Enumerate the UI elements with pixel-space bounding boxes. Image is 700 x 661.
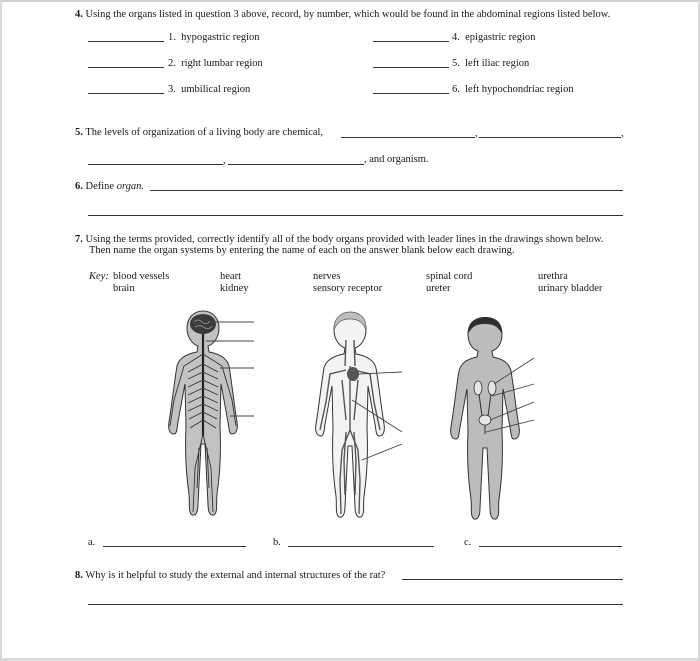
brain xyxy=(190,314,216,334)
q4-region-4 xyxy=(452,32,535,44)
q5-comma-2: , xyxy=(621,128,624,139)
q5-comma-1: , xyxy=(475,128,478,139)
circulatory-system-figure xyxy=(300,310,410,524)
q5-blank-1[interactable] xyxy=(341,137,475,138)
q4-blank-5[interactable] xyxy=(373,67,449,68)
q7-prompt-line-2: Then name the organ systems by entering the name of each on the answer blank below each drawing. xyxy=(89,245,515,256)
q4-region-2 xyxy=(168,58,263,70)
q4-blank-3[interactable] xyxy=(88,93,164,94)
q6-blank-1[interactable] xyxy=(150,190,623,191)
answer-label-b: b. xyxy=(273,537,281,548)
key-term: kidney xyxy=(220,283,249,294)
leader-line xyxy=(362,444,402,460)
key-term: urethra xyxy=(538,271,568,282)
q8-prompt xyxy=(75,570,385,582)
q5-prompt xyxy=(75,127,323,139)
urinary-bladder xyxy=(479,415,491,425)
region-number: 4. xyxy=(452,32,460,43)
q4-blank-2[interactable] xyxy=(88,67,164,68)
q4-region-1 xyxy=(168,32,260,44)
q8-blank-2[interactable] xyxy=(88,604,623,605)
q4-region-5 xyxy=(452,58,529,70)
key-label xyxy=(89,271,109,283)
answer-blank-a[interactable] xyxy=(103,546,246,547)
region-label: umbilical region xyxy=(181,84,251,95)
region-number: 2. xyxy=(168,58,176,69)
answer-blank-b[interactable] xyxy=(288,546,434,547)
key-term: blood vessels xyxy=(113,271,170,282)
region-label: epigastric region xyxy=(465,32,536,43)
q5-blank-3[interactable] xyxy=(88,164,223,165)
q6-term: organ. xyxy=(116,181,145,192)
key-term: heart xyxy=(220,271,241,282)
q4-blank-6[interactable] xyxy=(373,93,449,94)
q4-blank-1[interactable] xyxy=(88,41,164,42)
region-number: 3. xyxy=(168,84,176,95)
answer-label-c: c. xyxy=(464,537,472,548)
answer-label-a: a. xyxy=(88,537,96,548)
q6-prompt xyxy=(75,181,144,193)
q5-blank-2[interactable] xyxy=(479,137,621,138)
q5-ending: , and organism. xyxy=(364,154,429,165)
q4-prompt xyxy=(75,9,610,21)
region-label: left hypochondriac region xyxy=(465,84,574,95)
region-label: right lumbar region xyxy=(181,58,263,69)
kidney-left xyxy=(474,381,482,395)
q5-text: The levels of organization of a living body are chemical, xyxy=(85,127,324,138)
region-label: hypogastric region xyxy=(181,32,260,43)
answer-blank-c[interactable] xyxy=(479,546,622,547)
q5-blank-4[interactable] xyxy=(228,164,364,165)
q5-comma-3: , xyxy=(223,155,226,166)
key-term: nerves xyxy=(313,271,341,282)
region-number: 1. xyxy=(168,32,176,43)
q4-text: Using the organs listed in question 3 above, record, by number, which would be found in the abdominal regions listed below. xyxy=(85,9,611,20)
q8-number: 8. xyxy=(75,570,83,581)
nervous-system-figure xyxy=(150,308,260,524)
region-label: left iliac region xyxy=(465,58,530,69)
q8-text: Why is it helpful to study the external and internal structures of the rat? xyxy=(85,570,386,581)
key-term: urinary bladder xyxy=(538,283,603,294)
q7-number: 7. xyxy=(75,234,83,245)
region-number: 6. xyxy=(452,84,460,95)
q4-region-6 xyxy=(452,84,574,96)
key-label-text: Key: xyxy=(89,271,109,282)
q4-blank-4[interactable] xyxy=(373,41,449,42)
q7-text-1: Using the terms provided, correctly identify all of the body organs provided with leader lines in the drawings shown below. xyxy=(85,234,604,245)
key-term: spinal cord xyxy=(426,271,473,282)
key-term: ureter xyxy=(426,283,451,294)
key-term: sensory receptor xyxy=(313,283,383,294)
q4-number: 4. xyxy=(75,9,83,20)
q8-blank-1[interactable] xyxy=(402,579,623,580)
key-term: brain xyxy=(113,283,135,294)
urinary-system-figure xyxy=(448,316,538,524)
q6-blank-2[interactable] xyxy=(88,215,623,216)
q5-number: 5. xyxy=(75,127,83,138)
region-number: 5. xyxy=(452,58,460,69)
q6-number: 6. xyxy=(75,181,83,192)
q6-define: Define xyxy=(85,181,115,192)
heart xyxy=(347,367,359,381)
q4-region-3 xyxy=(168,84,250,96)
